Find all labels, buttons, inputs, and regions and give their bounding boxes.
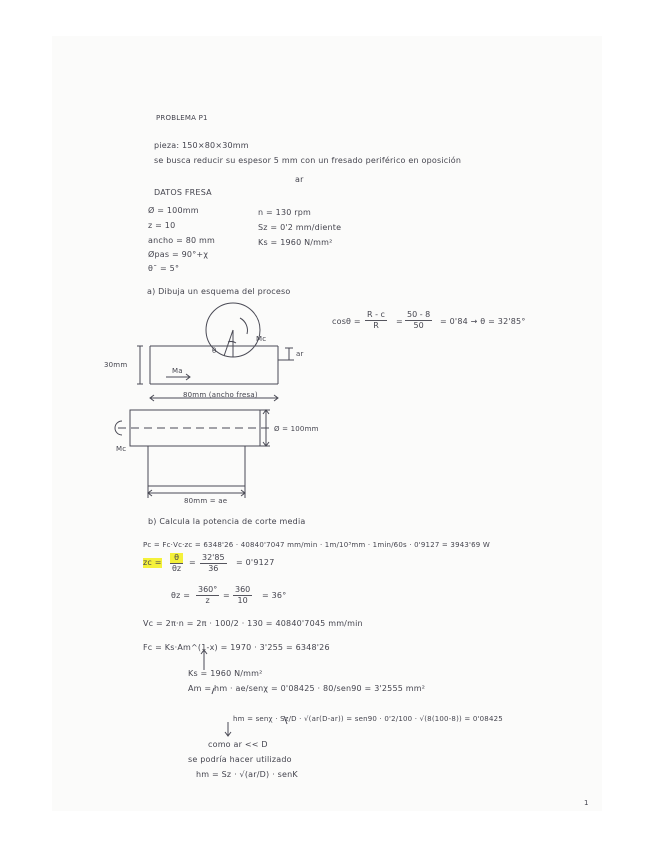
oz-rhs: = 36°	[262, 591, 287, 600]
label-mc: Mc	[256, 335, 267, 343]
intro-line-2: se busca reducir su espesor 5 mm con un fresado periférico en oposición	[154, 156, 462, 165]
zc-fraction-1	[170, 553, 183, 574]
zc-fraction-2	[200, 553, 227, 574]
zc-eq: =	[189, 558, 196, 567]
cos-lhs: cosθ =	[332, 317, 361, 326]
dim-100mm: Ø = 100mm	[274, 425, 319, 433]
ks-line: Ks = 1960 N/mm²	[188, 669, 263, 678]
am-line: Am = hm · ae/senχ = 0'08425 · 80/sen90 = 3'2555 mm²	[188, 684, 426, 693]
ar-label: ar	[295, 175, 304, 184]
pc-line: Pc = Fc·Vc·zc = 6348'26 · 40840'7047 mm/min · 1m/10³mm · 1min/60s · 0'9127 = 3943'69 W	[143, 541, 491, 549]
zc-fraction-1-num: θ	[170, 553, 183, 564]
label-theta: θ	[212, 347, 217, 355]
oz-fraction-2	[233, 585, 252, 606]
label-ma: Ma	[172, 367, 183, 375]
oz-lhs: θz =	[171, 591, 191, 600]
dato-right-1: n = 130 rpm	[258, 208, 312, 217]
cos-fraction-1-num: R - c	[367, 310, 385, 319]
aprox-line: se podría hacer utilizado	[188, 755, 292, 764]
oz-fraction-1-den: z	[205, 596, 210, 605]
como-line: como ar << D	[208, 740, 268, 749]
zc-lhs: zc =	[143, 558, 162, 567]
dato-left-4: Øpas = 90°+χ	[148, 250, 209, 259]
oz-eq: =	[223, 591, 230, 600]
hm2-line: hm = Sz · √(ar/D) · senK	[196, 770, 298, 779]
oz-fraction-2-num: 360	[235, 585, 251, 594]
cos-rhs: = 0'84 → θ = 32'85°	[440, 317, 526, 326]
cos-eq: =	[396, 317, 403, 326]
page-number: 1	[584, 799, 589, 807]
vc-line: Vc = 2π·n = 2π · 100/2 · 130 = 40840'7045 mm/min	[143, 619, 363, 628]
zc-fraction-2-num: 32'85	[202, 553, 225, 562]
dato-left-2: z = 10	[148, 221, 176, 230]
dato-right-2: Sz = 0'2 mm/diente	[258, 223, 342, 232]
zc-rhs: = 0'9127	[236, 558, 275, 567]
part-a-label: a) Dibuja un esquema del proceso	[147, 287, 291, 296]
dato-left-3: ancho = 80 mm	[148, 236, 216, 245]
dato-right-3: Ks = 1960 N/mm²	[258, 238, 333, 247]
dim-80mm: 80mm (ancho fresa)	[183, 391, 258, 399]
cos-fraction-2-den: 50	[413, 321, 424, 330]
datos-heading: DATOS FRESA	[154, 188, 212, 197]
cos-fraction-1-den: R	[373, 321, 379, 330]
fc-line: Fc = Ks·Am^(1-x) = 1970 · 3'255 = 6348'26	[143, 643, 330, 652]
label-ar: ar	[296, 350, 304, 358]
part-b-label: b) Calcula la potencia de corte media	[148, 517, 306, 526]
cos-fraction-2-num: 50 - 8	[407, 310, 431, 319]
oz-fraction-2-den: 10	[237, 596, 248, 605]
dim-ae: 80mm = ae	[184, 497, 228, 505]
intro-line-1: pieza: 150×80×30mm	[154, 141, 249, 150]
label-mc-side: Mc	[116, 445, 127, 453]
dato-left-5: θ¯ = 5°	[148, 264, 180, 273]
oz-fraction-1	[196, 585, 219, 606]
problem-title: PROBLEMA P1	[156, 114, 208, 122]
hm-line: hm = senχ · Sz/D · √(ar(D-ar)) = sen90 · 0'2/100 · √(8(100-8)) = 0'08425	[233, 715, 503, 723]
dim-30mm: 30mm	[104, 361, 128, 369]
zc-fraction-2-den: 36	[208, 564, 219, 573]
oz-fraction-1-num: 360°	[198, 585, 218, 594]
dato-left-1: Ø = 100mm	[148, 206, 199, 215]
zc-fraction-1-den: θz	[172, 564, 182, 573]
